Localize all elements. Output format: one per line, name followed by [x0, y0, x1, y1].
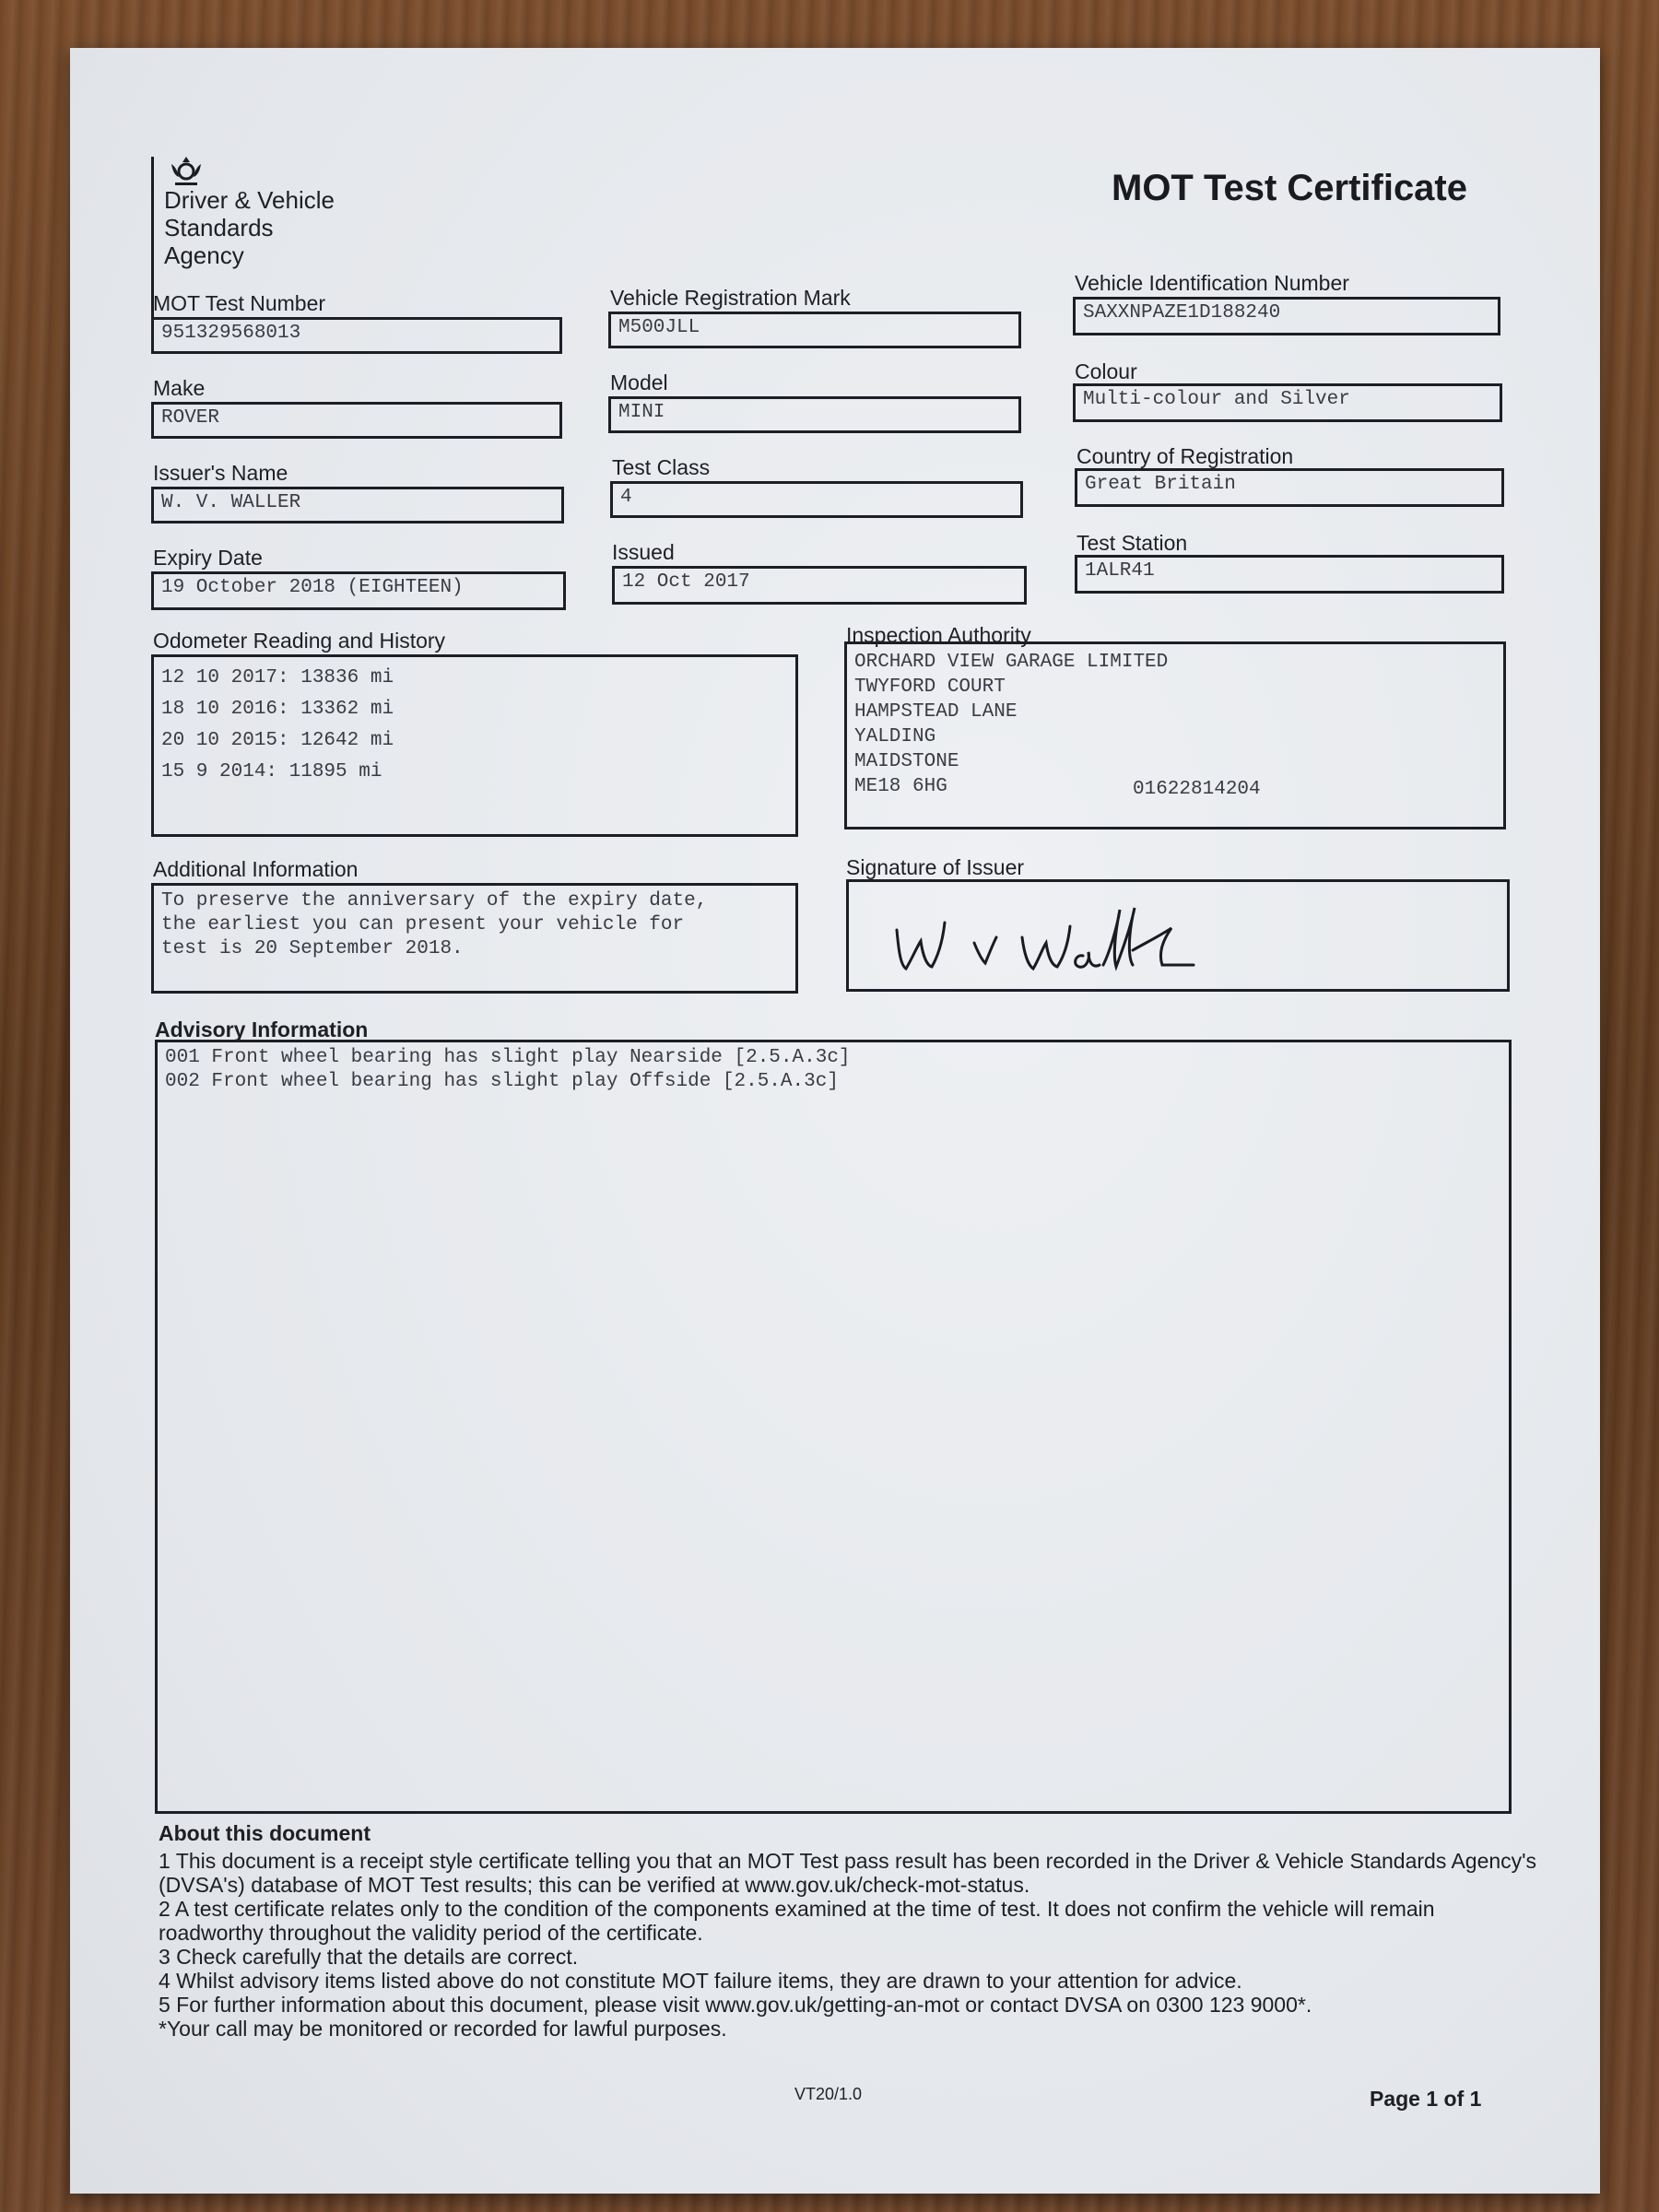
additional-info-line: To preserve the anniversary of the expiry date, — [161, 890, 708, 912]
page-title: MOT Test Certificate — [1112, 168, 1467, 208]
test-station-value: 1ALR41 — [1085, 560, 1155, 582]
test-station-field — [1075, 555, 1504, 594]
address-line: HAMPSTEAD LANE — [854, 701, 1018, 723]
odometer-field — [151, 654, 798, 837]
inspection-authority-label: Inspection Authority — [846, 623, 1031, 647]
odometer-entry: 15 9 2014: 11895 mi — [161, 761, 382, 782]
advisory-item: 002 Front wheel bearing has slight play Offside [2.5.A.3c] — [165, 1071, 839, 1092]
about-item: *Your call may be monitored or recorded for lawful purposes. — [159, 2017, 727, 2041]
vrm-label: Vehicle Registration Mark — [610, 286, 851, 310]
country-label: Country of Registration — [1077, 444, 1294, 468]
signature-field — [846, 879, 1510, 992]
expiry-date-value: 19 October 2018 (EIGHTEEN) — [161, 577, 464, 598]
odometer-entry: 20 10 2015: 12642 mi — [161, 730, 394, 751]
mot-test-number-field — [151, 317, 562, 354]
expiry-date-field — [151, 571, 566, 610]
mot-test-number-value: 951329568013 — [161, 323, 301, 344]
about-heading: About this document — [159, 1821, 371, 1845]
additional-info-line: the earliest you can present your vehicle for — [161, 914, 685, 935]
colour-field — [1073, 383, 1502, 422]
colour-label: Colour — [1075, 359, 1137, 383]
issued-field — [612, 566, 1027, 605]
test-station-label: Test Station — [1077, 531, 1188, 555]
agency-line: Standards — [164, 214, 274, 241]
address-line: ME18 6HG — [854, 776, 947, 797]
agency-name — [164, 186, 335, 269]
test-class-value: 4 — [620, 487, 632, 508]
address-line: MAIDSTONE — [854, 751, 959, 772]
agency-line: Driver & Vehicle — [164, 186, 335, 214]
odometer-label: Odometer Reading and History — [153, 629, 446, 653]
form-code: VT20/1.0 — [794, 2085, 863, 2103]
make-value: ROVER — [161, 407, 220, 429]
about-item: 1 This document is a receipt style certificate telling you that an MOT Test pass result has been recorded in the Driver & Vehicle Standards Agency's (DVSA's) database of MOT Test results; this can be verified at www.gov.uk/check-mot-status. — [159, 1849, 1537, 1897]
additional-info-line: test is 20 September 2018. — [161, 938, 464, 959]
expiry-date-label: Expiry Date — [153, 546, 263, 570]
signature-label: Signature of Issuer — [846, 855, 1025, 879]
about-item: 3 Check carefully that the details are correct. — [159, 1945, 579, 1969]
certificate-page — [70, 48, 1600, 2194]
address-line: ORCHARD VIEW GARAGE LIMITED — [854, 652, 1169, 673]
colour-value: Multi-colour and Silver — [1083, 389, 1350, 410]
vrm-field — [608, 312, 1021, 348]
mot-test-number-label: MOT Test Number — [153, 291, 326, 315]
odometer-entry: 18 10 2016: 13362 mi — [161, 699, 394, 720]
vin-label: Vehicle Identification Number — [1075, 271, 1349, 295]
about-item: 4 Whilst advisory items listed above do not constitute MOT failure items, they are drawn to your attention for advice. — [159, 1969, 1242, 1993]
vrm-value: M500JLL — [618, 317, 700, 338]
advisory-field — [155, 1040, 1512, 1814]
vin-value: SAXXNPAZE1D188240 — [1083, 302, 1281, 324]
issuer-name-value: W. V. WALLER — [161, 492, 301, 513]
issuer-name-field — [151, 487, 564, 524]
issued-value: 12 Oct 2017 — [622, 571, 750, 593]
address-line: TWYFORD COURT — [854, 677, 1006, 698]
additional-info-label: Additional Information — [153, 857, 359, 881]
make-label: Make — [153, 376, 206, 400]
advisory-item: 001 Front wheel bearing has slight play Nearside [2.5.A.3c] — [165, 1047, 851, 1068]
agency-line: Agency — [164, 241, 244, 269]
model-field — [608, 396, 1021, 433]
inspection-authority-field — [844, 641, 1506, 830]
about-item: 2 A test certificate relates only to the condition of the components examined at the time of test. It does not confirm the vehicle will remain roadworthy throughout the validity period of the certificate. — [159, 1897, 1435, 1945]
odometer-entry: 12 10 2017: 13836 mi — [161, 667, 394, 688]
about-section — [159, 1821, 1541, 2041]
handwritten-signature — [886, 886, 1218, 987]
model-value: MINI — [618, 402, 665, 423]
vin-field — [1073, 297, 1500, 335]
about-item: 5 For further information about this document, please visit www.gov.uk/getting-an-mot or contact DVSA on 0300 123 9000*. — [159, 1993, 1312, 2017]
country-field — [1075, 468, 1504, 507]
address-line: YALDING — [854, 726, 936, 747]
test-class-field — [610, 481, 1023, 518]
test-class-label: Test Class — [612, 455, 711, 479]
page-number: Page 1 of 1 — [1370, 2087, 1482, 2111]
make-field — [151, 402, 562, 439]
advisory-label: Advisory Information — [155, 1018, 369, 1041]
issued-label: Issued — [612, 540, 675, 564]
issuer-name-label: Issuer's Name — [153, 461, 288, 485]
phone-number: 01622814204 — [1133, 779, 1261, 800]
additional-info-field — [151, 883, 798, 994]
country-value: Great Britain — [1085, 474, 1236, 495]
model-label: Model — [610, 371, 668, 394]
